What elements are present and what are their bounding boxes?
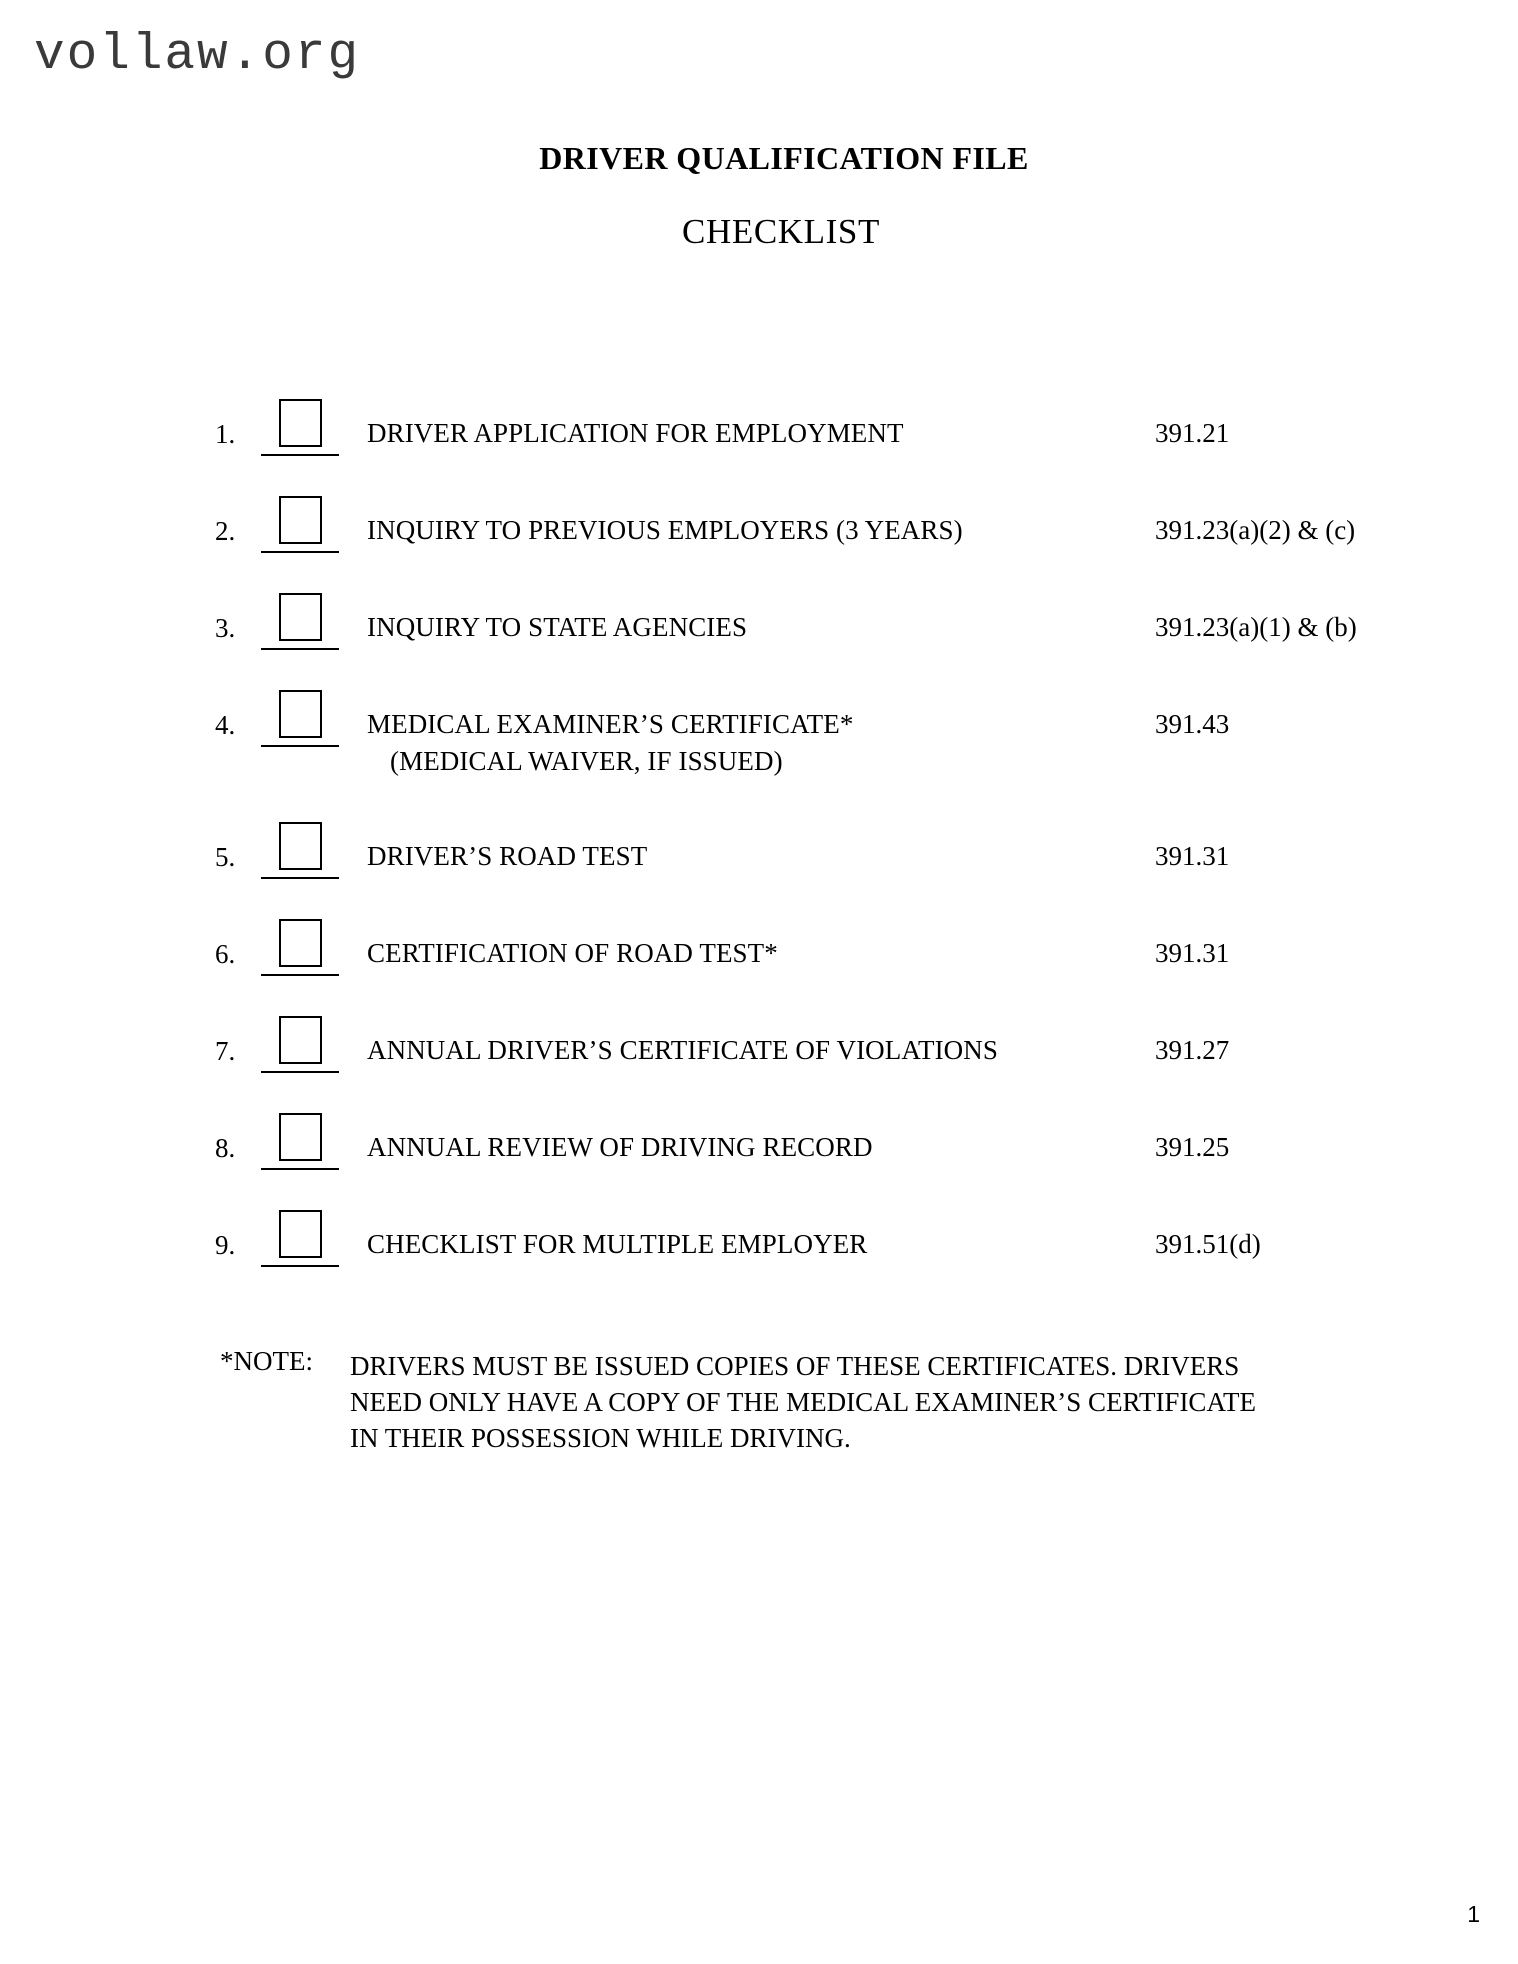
item-label: CERTIFICATION OF ROAD TEST* <box>367 938 778 968</box>
checkbox-item-9[interactable] <box>279 1210 322 1258</box>
checklist-row <box>215 914 1395 1011</box>
item-citation: 391.31 <box>1155 841 1230 871</box>
checklist-row <box>215 685 1395 817</box>
checklist-row <box>215 1011 1395 1108</box>
checklist-row <box>215 817 1395 914</box>
checkbox-item-6[interactable] <box>279 919 322 967</box>
item-citation: 391.27 <box>1155 1035 1230 1065</box>
item-citation: 391.23(a)(1) & (b) <box>1155 612 1357 642</box>
item-label: MEDICAL EXAMINER’S CERTIFICATE* <box>367 709 854 739</box>
checklist-row <box>215 394 1395 491</box>
item-label: ANNUAL REVIEW OF DRIVING RECORD <box>367 1132 873 1162</box>
item-label: DRIVER’S ROAD TEST <box>367 841 648 871</box>
item-citation: 391.25 <box>1155 1132 1230 1162</box>
signature-blank-line <box>261 745 339 747</box>
item-label: INQUIRY TO PREVIOUS EMPLOYERS (3 YEARS) <box>367 515 963 545</box>
checkbox-item-8[interactable] <box>279 1113 322 1161</box>
signature-blank-line <box>261 877 339 879</box>
checkbox-item-1[interactable] <box>279 399 322 447</box>
document-title: DRIVER QUALIFICATION FILE <box>539 140 1029 176</box>
item-number: 7. <box>215 1036 236 1066</box>
item-citation: 391.21 <box>1155 418 1230 448</box>
signature-blank-line <box>261 551 339 553</box>
item-label: CHECKLIST FOR MULTIPLE EMPLOYER <box>367 1229 868 1259</box>
checkbox-item-4[interactable] <box>279 690 322 738</box>
item-number: 2. <box>215 516 236 546</box>
item-label: ANNUAL DRIVER’S CERTIFICATE OF VIOLATIONS <box>367 1035 998 1065</box>
footnote-line: NEED ONLY HAVE A COPY OF THE MEDICAL EXAMINER’S CERTIFICATE <box>350 1387 1256 1417</box>
footnote-line: DRIVERS MUST BE ISSUED COPIES OF THESE CERTIFICATES. DRIVERS <box>350 1351 1240 1381</box>
item-sublabel: (MEDICAL WAIVER, IF ISSUED) <box>390 746 783 776</box>
item-citation: 391.23(a)(2) & (c) <box>1155 515 1356 545</box>
signature-blank-line <box>261 648 339 650</box>
item-citation: 391.31 <box>1155 938 1230 968</box>
item-citation: 391.43 <box>1155 709 1230 739</box>
item-number: 4. <box>215 710 236 740</box>
item-number: 1. <box>215 419 236 449</box>
site-watermark: vollaw.org <box>34 27 361 84</box>
checklist-row <box>215 1205 1395 1302</box>
checkbox-item-3[interactable] <box>279 593 322 641</box>
checklist <box>215 394 1395 1302</box>
checkbox-item-5[interactable] <box>279 822 322 870</box>
signature-blank-line <box>261 1071 339 1073</box>
signature-blank-line <box>261 974 339 976</box>
signature-blank-line <box>261 1265 339 1267</box>
item-number: 3. <box>215 613 236 643</box>
item-label: INQUIRY TO STATE AGENCIES <box>367 612 748 642</box>
item-number: 5. <box>215 842 236 872</box>
checkbox-item-2[interactable] <box>279 496 322 544</box>
item-label: DRIVER APPLICATION FOR EMPLOYMENT <box>367 418 904 448</box>
footnote-body <box>350 1348 1256 1456</box>
item-citation: 391.51(d) <box>1155 1229 1261 1259</box>
signature-blank-line <box>261 454 339 456</box>
checklist-row <box>215 588 1395 685</box>
document-subtitle: CHECKLIST <box>682 212 880 251</box>
signature-blank-line <box>261 1168 339 1170</box>
checkbox-item-7[interactable] <box>279 1016 322 1064</box>
item-number: 8. <box>215 1133 236 1163</box>
page-number: 1 <box>1467 1901 1480 1927</box>
footnote-label: *NOTE: <box>220 1346 313 1376</box>
checklist-row <box>215 491 1395 588</box>
checklist-row <box>215 1108 1395 1205</box>
item-number: 9. <box>215 1230 236 1260</box>
footnote-line: IN THEIR POSSESSION WHILE DRIVING. <box>350 1423 851 1453</box>
item-number: 6. <box>215 939 236 969</box>
